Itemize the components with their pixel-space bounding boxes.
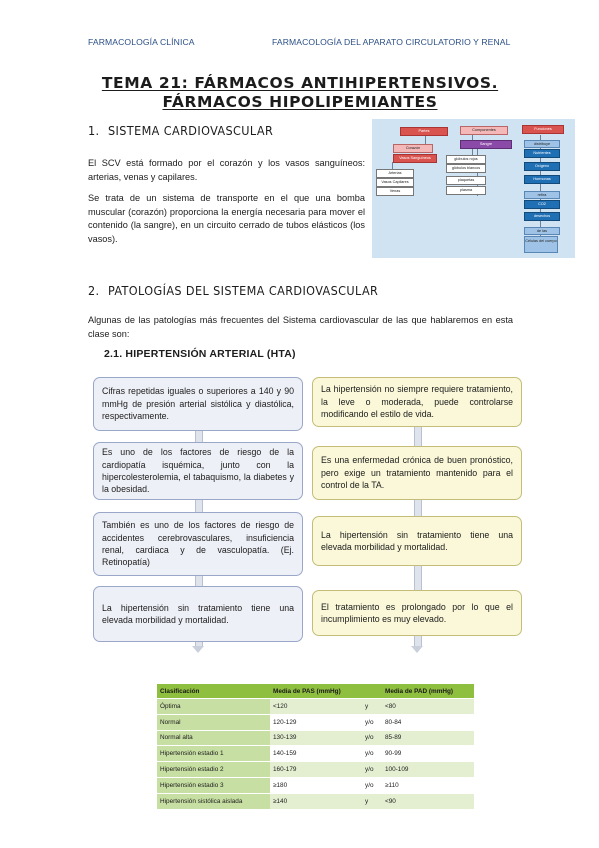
table-cell: <90 [382, 793, 474, 808]
map-plasma: plasma [446, 186, 486, 195]
flow-connector [414, 427, 422, 446]
table-cell: Hipertensión estadio 3 [157, 777, 270, 793]
down-arrow-icon [411, 646, 423, 653]
title-line-1: TEMA 21: FÁRMACOS ANTIHIPERTENSIVOS. [101, 74, 499, 92]
map-hormonas: Hormonas [524, 175, 560, 184]
flow-box-text: Es uno de los factores de riesgo de la cardiopatía isquémica, junto con la hipercolesterolemia, el tabaquismo, la diabetes y la obesidad. [102, 447, 294, 495]
table-cell: ≥180 [270, 777, 362, 793]
table-cell: y [362, 699, 382, 715]
table-cell: y/o [362, 777, 382, 793]
table-cell: 130-139 [270, 730, 362, 746]
table-cell: Normal alta [157, 730, 270, 746]
flow-box-text: El tratamiento es prolongado por lo que el incumplimiento es muy elevado. [321, 601, 513, 624]
map-plaquetas: plaquetas [446, 176, 486, 185]
flow-connector [195, 431, 203, 442]
table-cell: 100-109 [382, 762, 474, 778]
table-row [157, 699, 474, 715]
section-1-heading [88, 123, 273, 138]
table-row [157, 793, 474, 808]
title-line-2: FÁRMACOS HIPOLIPEMIANTES [162, 93, 438, 111]
table-cell: Normal [157, 714, 270, 730]
header-right: FARMACOLOGÍA DEL APARATO CIRCULATORIO Y RENAL [272, 37, 511, 47]
map-arterias: Arterias [376, 169, 414, 178]
map-globulos-rojos: glóbulos rojos [446, 155, 486, 164]
flow-box-text: La hipertensión no siempre requiere tratamiento, la leve o moderada, puede controlarse modificando el estilo de vida. [321, 384, 513, 420]
table-cell: 160-179 [270, 762, 362, 778]
flow-box-left-2 [93, 442, 303, 500]
table-cell: <120 [270, 699, 362, 715]
section-2-intro: Algunas de las patologías más frecuentes del Sistema cardiovascular de las que hablaremos en esta clase son: [88, 315, 513, 339]
cardiovascular-concept-map [372, 119, 575, 258]
table-row [157, 777, 474, 793]
map-desechos: desechos [524, 212, 560, 221]
map-partes: Partes [400, 127, 448, 136]
map-componentes: Componentes [460, 126, 508, 135]
flow-box-right-3 [312, 516, 522, 566]
map-venas: Venas [376, 187, 414, 196]
map-de-las: de las [524, 227, 560, 235]
table-row [157, 762, 474, 778]
section-1-paragraph-1: El SCV está formado por el corazón y los vasos sanguíneos: arterias, venas y capilares. [88, 158, 365, 182]
map-funciones: Funciones [522, 125, 564, 134]
table-cell: Hipertensión estadio 1 [157, 746, 270, 762]
table-cell: 140-159 [270, 746, 362, 762]
table-cell: ≥110 [382, 777, 474, 793]
flow-box-right-1 [312, 377, 522, 427]
table-cell: ≥140 [270, 793, 362, 808]
map-globulos-blancos: glóbulos blancos [446, 164, 486, 173]
table-row [157, 714, 474, 730]
table-cell: Hipertensión estadio 2 [157, 762, 270, 778]
flow-box-text: La hipertensión sin tratamiento tiene una elevada morbilidad y mortalidad. [321, 529, 513, 552]
table-cell: <80 [382, 699, 474, 715]
table-cell: y/o [362, 730, 382, 746]
map-distribuye: distribuye [524, 140, 560, 148]
flow-box-right-4 [312, 590, 522, 636]
flow-connector [195, 500, 203, 512]
table-cell: 85-89 [382, 730, 474, 746]
map-corazon: Corazón [393, 144, 433, 153]
table-cell: 90-99 [382, 746, 474, 762]
table-row [157, 746, 474, 762]
map-retira: retira [524, 191, 560, 199]
table-header-cell: Media de PAD (mmHg) [382, 684, 474, 699]
section-2-number: 2. [88, 283, 100, 298]
map-sangre: Sangre [460, 140, 512, 149]
table-cell: y/o [362, 714, 382, 730]
table-header-cell: Clasificación [157, 684, 270, 699]
flow-box-left-3 [93, 512, 303, 576]
down-arrow-icon [192, 646, 204, 653]
flow-connector [414, 636, 422, 646]
section-2-title: PATOLOGÍAS DEL SISTEMA CARDIOVASCULAR [108, 283, 379, 298]
table-row [157, 730, 474, 746]
map-celulas: Células del cuerpo [524, 236, 558, 253]
table-header-cell [362, 684, 382, 699]
flow-box-left-1 [93, 377, 303, 431]
flow-connector [414, 566, 422, 590]
map-vasos: Vasos Sanguíneos [393, 154, 437, 163]
map-oxigeno: Oxígeno [524, 162, 560, 171]
table-cell: 80-84 [382, 714, 474, 730]
flow-connector [195, 576, 203, 586]
section-1-paragraph-2: Se trata de un sistema de transporte en el que una bomba muscular (corazón) proporciona la energía necesaria para mover el contenido (la sangre), en un circuito cerrado de tubos elásticos (los vasos). [88, 193, 365, 244]
table-cell: y [362, 793, 382, 808]
map-line [425, 135, 426, 144]
table-header-cell: Media de PAS (mmHg) [270, 684, 362, 699]
section-1-title: SISTEMA CARDIOVASCULAR [108, 123, 274, 138]
subsection-heading: 2.1. HIPERTENSIÓN ARTERIAL (HTA) [104, 348, 296, 360]
flow-box-right-2 [312, 446, 522, 500]
page-title [60, 74, 540, 112]
flow-connector [414, 500, 422, 516]
header-left: FARMACOLOGÍA CLÍNICA [88, 37, 195, 47]
map-nutrientes: Nutrientes [524, 149, 560, 158]
section-1-number: 1. [88, 123, 100, 138]
table-cell: Óptima [157, 699, 270, 715]
flow-box-text: También es uno de los factores de riesgo de accidentes cerebrovasculares, insuficiencia renal, cardiaca y de vasculopatía. (Ej. Retinopatía) [102, 520, 294, 568]
flow-box-left-4 [93, 586, 303, 642]
table-cell: y/o [362, 762, 382, 778]
table-header-row [157, 684, 474, 699]
flow-box-text: Es una enfermedad crónica de buen pronóstico, pero exige un tratamiento mantenido para el control de la TA. [321, 455, 513, 491]
flow-box-text: La hipertensión sin tratamiento tiene una elevada morbilidad y mortalidad. [102, 602, 294, 625]
table-cell: 120-129 [270, 714, 362, 730]
map-capilares: Vasos Capilares [376, 178, 414, 187]
map-co2: CO2 [524, 200, 560, 209]
section-2-heading [88, 283, 378, 298]
blood-pressure-table [157, 684, 474, 809]
table-cell: Hipertensión sistólica aislada [157, 793, 270, 808]
table-cell: y/o [362, 746, 382, 762]
flow-box-text: Cifras repetidas iguales o superiores a 140 y 90 mmHg de presión arterial sistólica y diastólica, respectivamente. [102, 386, 294, 422]
